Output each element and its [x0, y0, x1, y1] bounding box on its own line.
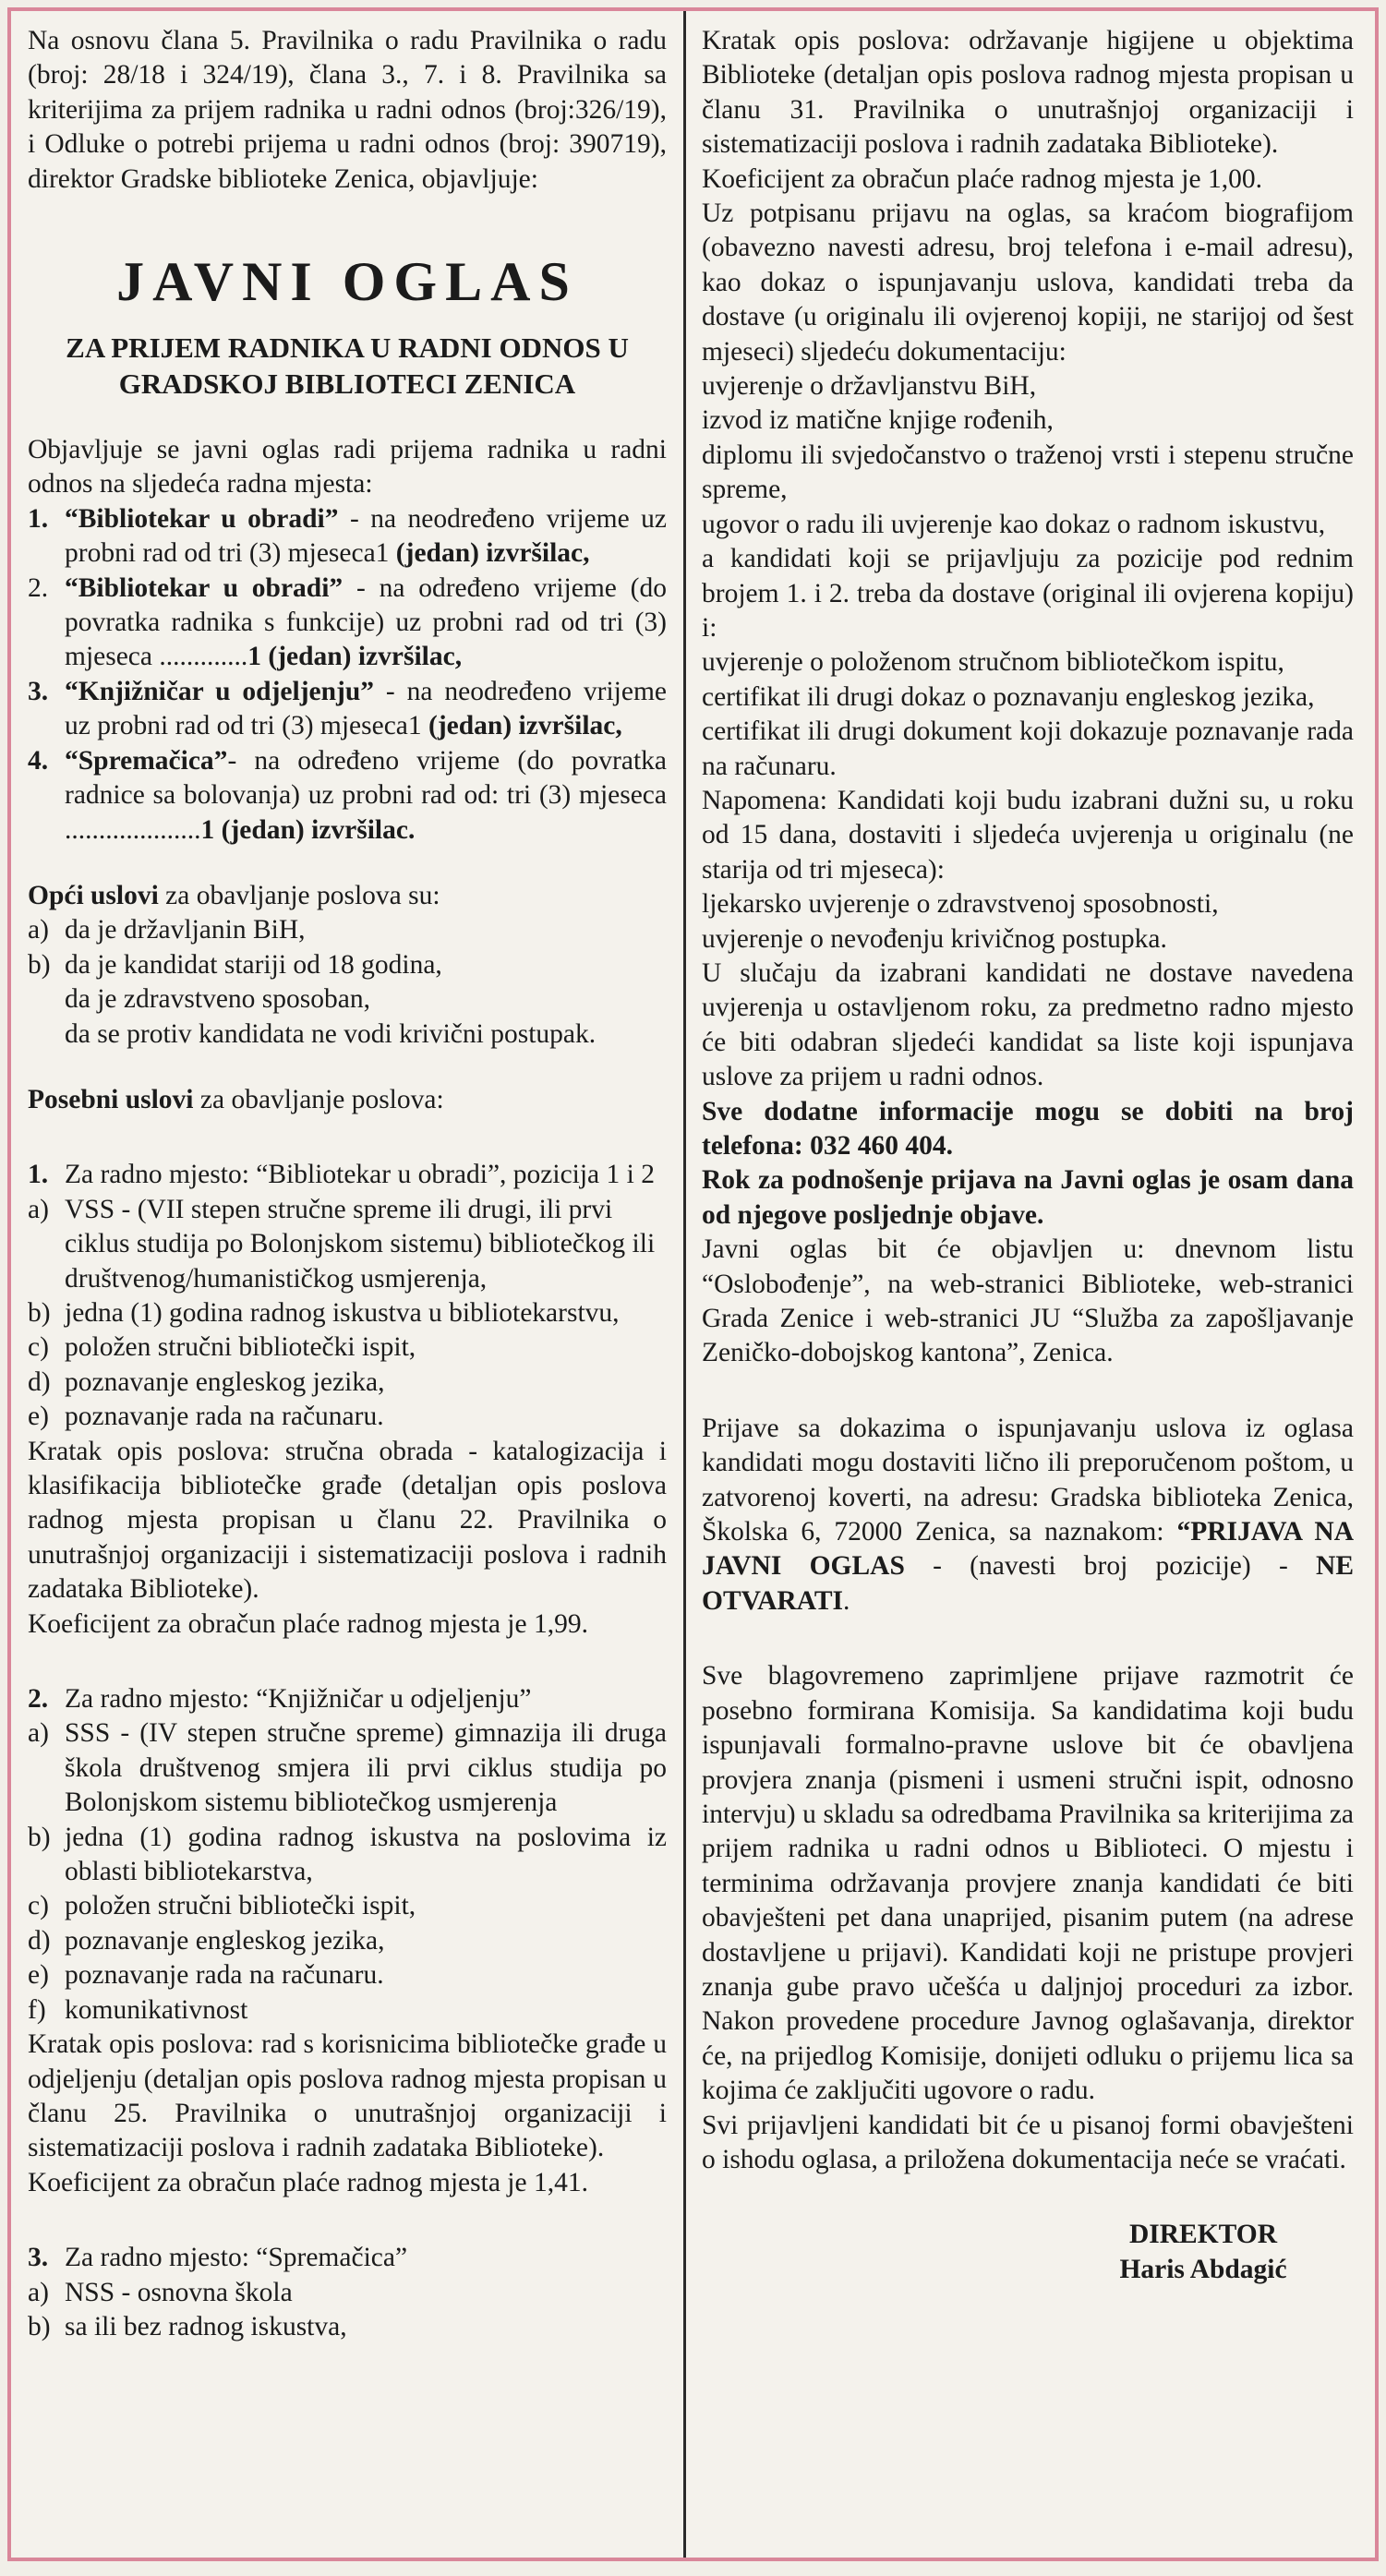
list-text: položen stručni bibliotečki ispit,	[65, 1891, 416, 1921]
list-text: SSS - (IV stepen stručne spreme) gimnazija ili druga škola društvenog smjera ili prvi ciklus studija po Bolonjskom sistemu bibliotečkog usmjerenja	[65, 1718, 667, 1818]
list-text: poznavanje engleskog jezika,	[65, 1366, 385, 1397]
list-item	[28, 2310, 667, 2344]
list-item	[28, 1296, 667, 1330]
list-marker: d)	[28, 1925, 51, 1956]
page-subtitle: ZA PRIJEM RADNIKA U RADNI ODNOS U GRADSKOJ BIBLIOTECI ZENICA	[66, 331, 629, 401]
section-heading	[28, 2241, 667, 2275]
opci-uslovi-list	[28, 913, 667, 1052]
section-1-opis: Kratak opis poslova: stručna obrada - katalogizacija i klasifikacija bibliotečke građe (detaljan opis poslova radnog mjesta propisan u članu 22. Pravilnika o unutrašnjoj organizaciji i sistematizaciji poslova i radnih zadataka Biblioteke).	[28, 1436, 667, 1605]
position-number: 1.	[28, 503, 49, 534]
list-text: komunikativnost	[65, 1994, 248, 2025]
position-name: “Spremačica”	[65, 745, 228, 776]
section-heading	[28, 1682, 667, 1716]
list-text: poznavanje engleskog jezika,	[65, 1925, 385, 1956]
list-item	[28, 1821, 667, 1890]
obavijest-paragraph: Svi prijavljeni kandidati bit će u pisanoj formi obavješteni o ishodu oglasa, a priložena dokumentacija neće se vraćati.	[702, 2110, 1354, 2174]
prijava-paragraph: Uz potpisanu prijavu na oglas, sa kraćom biografijom (obavezno navesti adresu, broj telefona i e-mail adresu), kao dokaz o ispunjavanju uslova, kandidati treba da dostave (u originalu ili ovjerenoj kopiji, ne starijoj od šest mjeseci) sljedeću dokumentaciju:	[702, 199, 1354, 367]
list-marker: b)	[28, 1297, 51, 1328]
list-text: da je zdravstveno sposoban,	[65, 984, 370, 1015]
position-item	[28, 572, 667, 675]
position-desc: - na određeno vrijeme (do povratka radnika s funkcije) uz probni rad od tri (3) mjeseca .............	[65, 572, 667, 672]
list-marker: b)	[28, 1822, 51, 1852]
section-number: 1.	[28, 1160, 49, 1190]
posebni-uslovi-label: Posebni uslovi	[28, 1084, 194, 1114]
list-item	[28, 913, 667, 947]
posebni-uslovi-intro: za obavljanje poslova:	[193, 1084, 444, 1114]
position-text	[65, 675, 667, 744]
section-heading-text: Za radno mjesto: “Bibliotekar u obradi”, pozicija 1 i 2	[65, 1160, 655, 1190]
section-3-opis: Kratak opis poslova: održavanje higijene u objektima Biblioteke (detaljan opis poslova radnog mjesta propisan u članu 31. Pravilnika o unutrašnjoj organizaciji i sistematizaciji poslova i radnih zadataka Biblioteke).	[702, 26, 1354, 160]
list-item: a kandidati koji se prijavljuju za pozicije pod rednim brojem 1. i 2. treba da dostave (original ili ovjerena kopiju) i:	[702, 544, 1354, 643]
dostava-label: “PRIJAVA NA JAVNI OGLAS	[702, 1517, 1355, 1582]
position-number: 3.	[28, 676, 49, 706]
komisija-paragraph: Sve blagovremeno zaprimljene prijave razmotrit će posebno formirana Komisija. Sa kandidatima koji budu ispunjavali formalno-pravne uslove bit će obavljena provjera znanja (pismeni i usmeni stručni ispit, odnosno intervju) u skladu sa odredbama Pravilnika sa kriterijima za prijem radnika u radni odnos u Biblioteci. O mjestu i terminima održavanja provjere znanja kandidati će biti obavješteni pet dana unaprijed, pisanim putem (na adrese dostavljene u prijavi). Kandidati koji ne pristupe provjeri znanja gube pravo učešća u daljnjoj proceduri za izbor. Nakon provedene procedure Javnog oglašavanja, direktor će, na prijedlog Komisije, donijeti odluku o prijemu lica sa kojima će zaključiti ugovore o radu.	[702, 1661, 1354, 2106]
position-count: (jedan) izvršilac,	[428, 711, 622, 741]
section-2-opis: Kratak opis poslova: rad s korisnicima bibliotečke građe u odjeljenju (detaljan opis poslova radnog mjesta propisan u članu 25. Pravilnika o unutrašnjoj organizaciji i sistematizaciji poslova i radnih zadataka Biblioteke).	[28, 2029, 667, 2163]
position-name: “Knjižničar u odjeljenju”	[65, 676, 375, 706]
section-heading	[28, 1158, 667, 1192]
list-item	[28, 1993, 667, 2028]
position-count: 1 (jedan) izvršilac,	[247, 642, 463, 672]
list-marker: b)	[28, 949, 51, 980]
list-item	[28, 1330, 667, 1365]
opci-uslovi-heading	[28, 879, 667, 913]
opci-uslovi-intro: za obavljanje poslova su:	[158, 880, 440, 910]
position-count: 1 (jedan) izvršilac.	[200, 814, 416, 845]
list-marker: d)	[28, 1366, 51, 1397]
position-number: 2.	[28, 572, 49, 603]
ne-otvarati-label: NE OTVARATI	[702, 1551, 1354, 1616]
position-text	[65, 744, 667, 848]
position-text	[65, 502, 667, 572]
posebni-uslovi-heading	[28, 1083, 667, 1117]
positions-list	[28, 502, 667, 848]
list-marker: e)	[28, 1402, 49, 1432]
position-name: “Bibliotekar u obradi”	[65, 572, 343, 603]
position-item	[28, 744, 667, 848]
position-text	[65, 572, 667, 675]
list-item: certifikat ili drugi dokaz o poznavanju engleskog jezika,	[702, 681, 1315, 712]
list-item: uvjerenje o položenom stručnom bibliotečkom ispitu,	[702, 647, 1284, 678]
documents-list	[702, 369, 1354, 784]
objavljuje-paragraph: Objavljuje se javni oglas radi prijema radnika u radni odnos na sljedeća radna mjesta:	[28, 435, 667, 500]
list-item: diplomu ili svjedočanstvo o traženoj vrsti i stepenu stručne spreme,	[702, 439, 1354, 505]
list-marker	[28, 982, 65, 1017]
section-3	[28, 2241, 667, 2344]
signature-title: DIREKTOR	[1128, 2220, 1278, 2250]
dostava-end: .	[843, 1585, 850, 1616]
newspaper-page	[7, 7, 1379, 2561]
list-item	[28, 1889, 667, 1923]
rok-paragraph: Rok za podnošenje prijava na Javni oglas je osam dana od njegove posljednje objave.	[702, 1165, 1354, 1230]
list-text: da je kandidat stariji od 18 godina,	[65, 949, 442, 980]
list-item	[28, 1366, 667, 1400]
section-2-koeficijent: Koeficijent za obračun plaće radnog mjesta je 1,41.	[28, 2167, 588, 2197]
section-number: 3.	[28, 2243, 49, 2273]
list-item	[28, 982, 667, 1017]
list-item: certifikat ili drugi dokument koji dokazuje poznavanje rada na računaru.	[702, 716, 1354, 781]
left-column	[28, 24, 667, 2545]
list-item	[28, 1924, 667, 1958]
list-item	[28, 2276, 667, 2310]
info-phone: Sve dodatne informacije mogu se dobiti na broj telefona: 032 460 404.	[702, 1096, 1354, 1161]
section-3-koeficijent: Koeficijent za obračun plaće radnog mjesta je 1,00.	[702, 163, 1262, 194]
position-name: “Bibliotekar u obradi”	[65, 503, 339, 534]
list-item: ugovor o radu ili uvjerenje kao dokaz o radnom iskustvu,	[702, 509, 1326, 539]
dostava-paragraph	[702, 1412, 1354, 1619]
list-marker: a)	[28, 2277, 49, 2307]
list-marker: a)	[28, 1718, 49, 1749]
list-item	[28, 1017, 667, 1052]
list-text: jedna (1) godina radnog iskustva na poslovima iz oblasti bibliotekarstva,	[65, 1822, 667, 1887]
objava-paragraph: Javni oglas bit će objavljen u: dnevnom listu “Oslobođenje”, na web-stranici Biblioteke, web-stranici Grada Zenice i web-stranici JU “Služba za zapošljavanje Zeničko-dobojskog kantona”, Zenica.	[702, 1234, 1354, 1368]
list-text: jedna (1) godina radnog iskustva u bibliotekarstvu,	[65, 1297, 620, 1328]
list-text: sa ili bez radnog iskustva,	[65, 2311, 347, 2341]
dostava-text-2: - (navesti broj pozicije) -	[904, 1551, 1317, 1582]
list-text: položen stručni bibliotečki ispit,	[65, 1332, 416, 1363]
napomena-paragraph: Napomena: Kandidati koji budu izabrani dužni su, u roku od 15 dana, dostaviti i sljedeća uvjerenja u originalu (ne starija od tri mjeseca):	[702, 785, 1354, 885]
list-item: izvod iz matične knjige rođenih,	[702, 405, 1054, 436]
section-number: 2.	[28, 1684, 49, 1715]
intro-paragraph: Na osnovu člana 5. Pravilnika o radu Pravilnika o radu (broj: 28/18 i 324/19), člana 3., 7. i 8. Pravilnika sa kriterijima za prijem radnika u radni odnos (broj:326/19), i Odluke o potrebi prijema u radni odnos (broj: 390719), direktor Gradske biblioteke Zenica, objavljuje:	[28, 26, 667, 194]
list-text: NSS - osnovna škola	[65, 2277, 293, 2307]
list-item: uvjerenje o nevođenju krivičnog postupka.	[702, 923, 1167, 954]
list-text: VSS - (VII stepen stručne spreme ili drugi, ili prvi ciklus studija po Bolonjskom sistemu) bibliotečkog ili društvenog/humanističkog usmjerenja,	[65, 1194, 656, 1294]
section-1-koeficijent: Koeficijent za obračun plaće radnog mjesta je 1,99.	[28, 1608, 588, 1639]
list-item	[28, 1716, 667, 1820]
list-item	[28, 948, 667, 982]
signature-name: Haris Abdagić	[1119, 2254, 1287, 2284]
position-number: 4.	[28, 745, 49, 776]
nedostave-paragraph: U slučaju da izabrani kandidati ne dostave navedena uvjerenja u ostavljenom roku, za predmetno radno mjesto će biti odabran sljedeći kandidat sa liste koji ispunjava uslove za prijem u radni odnos.	[702, 957, 1354, 1092]
position-desc: - na neodređeno vrijeme uz probni rad od tri (3) mjeseca1	[65, 676, 668, 741]
list-item: ljekarsko uvjerenje o zdravstvenoj sposobnosti,	[702, 889, 1219, 920]
list-text: poznavanje rada na računaru.	[65, 1960, 384, 1991]
list-marker: e)	[28, 1960, 49, 1991]
list-marker: a)	[28, 915, 49, 945]
column-divider	[683, 11, 686, 2558]
list-text: da se protiv kandidata ne vodi krivični postupak.	[65, 1018, 597, 1049]
position-desc: - na određeno vrijeme (do povratka radnice sa bolovanja) uz probni rad od: tri (3) mjeseca ....................	[65, 745, 667, 845]
position-item	[28, 675, 667, 744]
list-marker: f)	[28, 1994, 46, 2025]
list-marker: c)	[28, 1332, 49, 1363]
list-item	[28, 1400, 667, 1434]
dostava-text: Prijave sa dokazima o ispunjavanju uslova iz oglasa kandidati mogu dostaviti lično ili preporučenom poštom, u zatvorenoj koverti, na adresu: Gradska biblioteka Zenica, Školska 6, 72000 Zenica, sa naznakom:	[702, 1413, 1354, 1547]
list-marker: b)	[28, 2311, 51, 2341]
opci-uslovi-label: Opći uslovi	[28, 880, 159, 910]
page-title: JAVNI OGLAS	[116, 251, 578, 313]
section-heading-text: Za radno mjesto: “Spremačica”	[65, 2243, 408, 2273]
list-marker: c)	[28, 1891, 49, 1921]
list-text: da je državljanin BiH,	[65, 915, 306, 945]
list-item: uvjerenje o državljanstvu BiH,	[702, 371, 1037, 402]
position-count: (jedan) izvršilac,	[395, 538, 590, 569]
list-item	[28, 1958, 667, 1992]
list-item	[28, 1193, 667, 1296]
right-column	[702, 24, 1354, 2545]
list-marker	[28, 1017, 65, 1052]
section-1	[28, 1158, 667, 1642]
position-desc: - na neodređeno vrijeme uz probni rad od tri (3) mjeseca1	[65, 503, 667, 569]
position-item	[28, 502, 667, 572]
list-marker: a)	[28, 1194, 49, 1224]
section-heading-text: Za radno mjesto: “Knjižničar u odjeljenju”	[65, 1684, 532, 1715]
list-text: poznavanje rada na računaru.	[65, 1402, 384, 1432]
section-2	[28, 1682, 667, 2200]
